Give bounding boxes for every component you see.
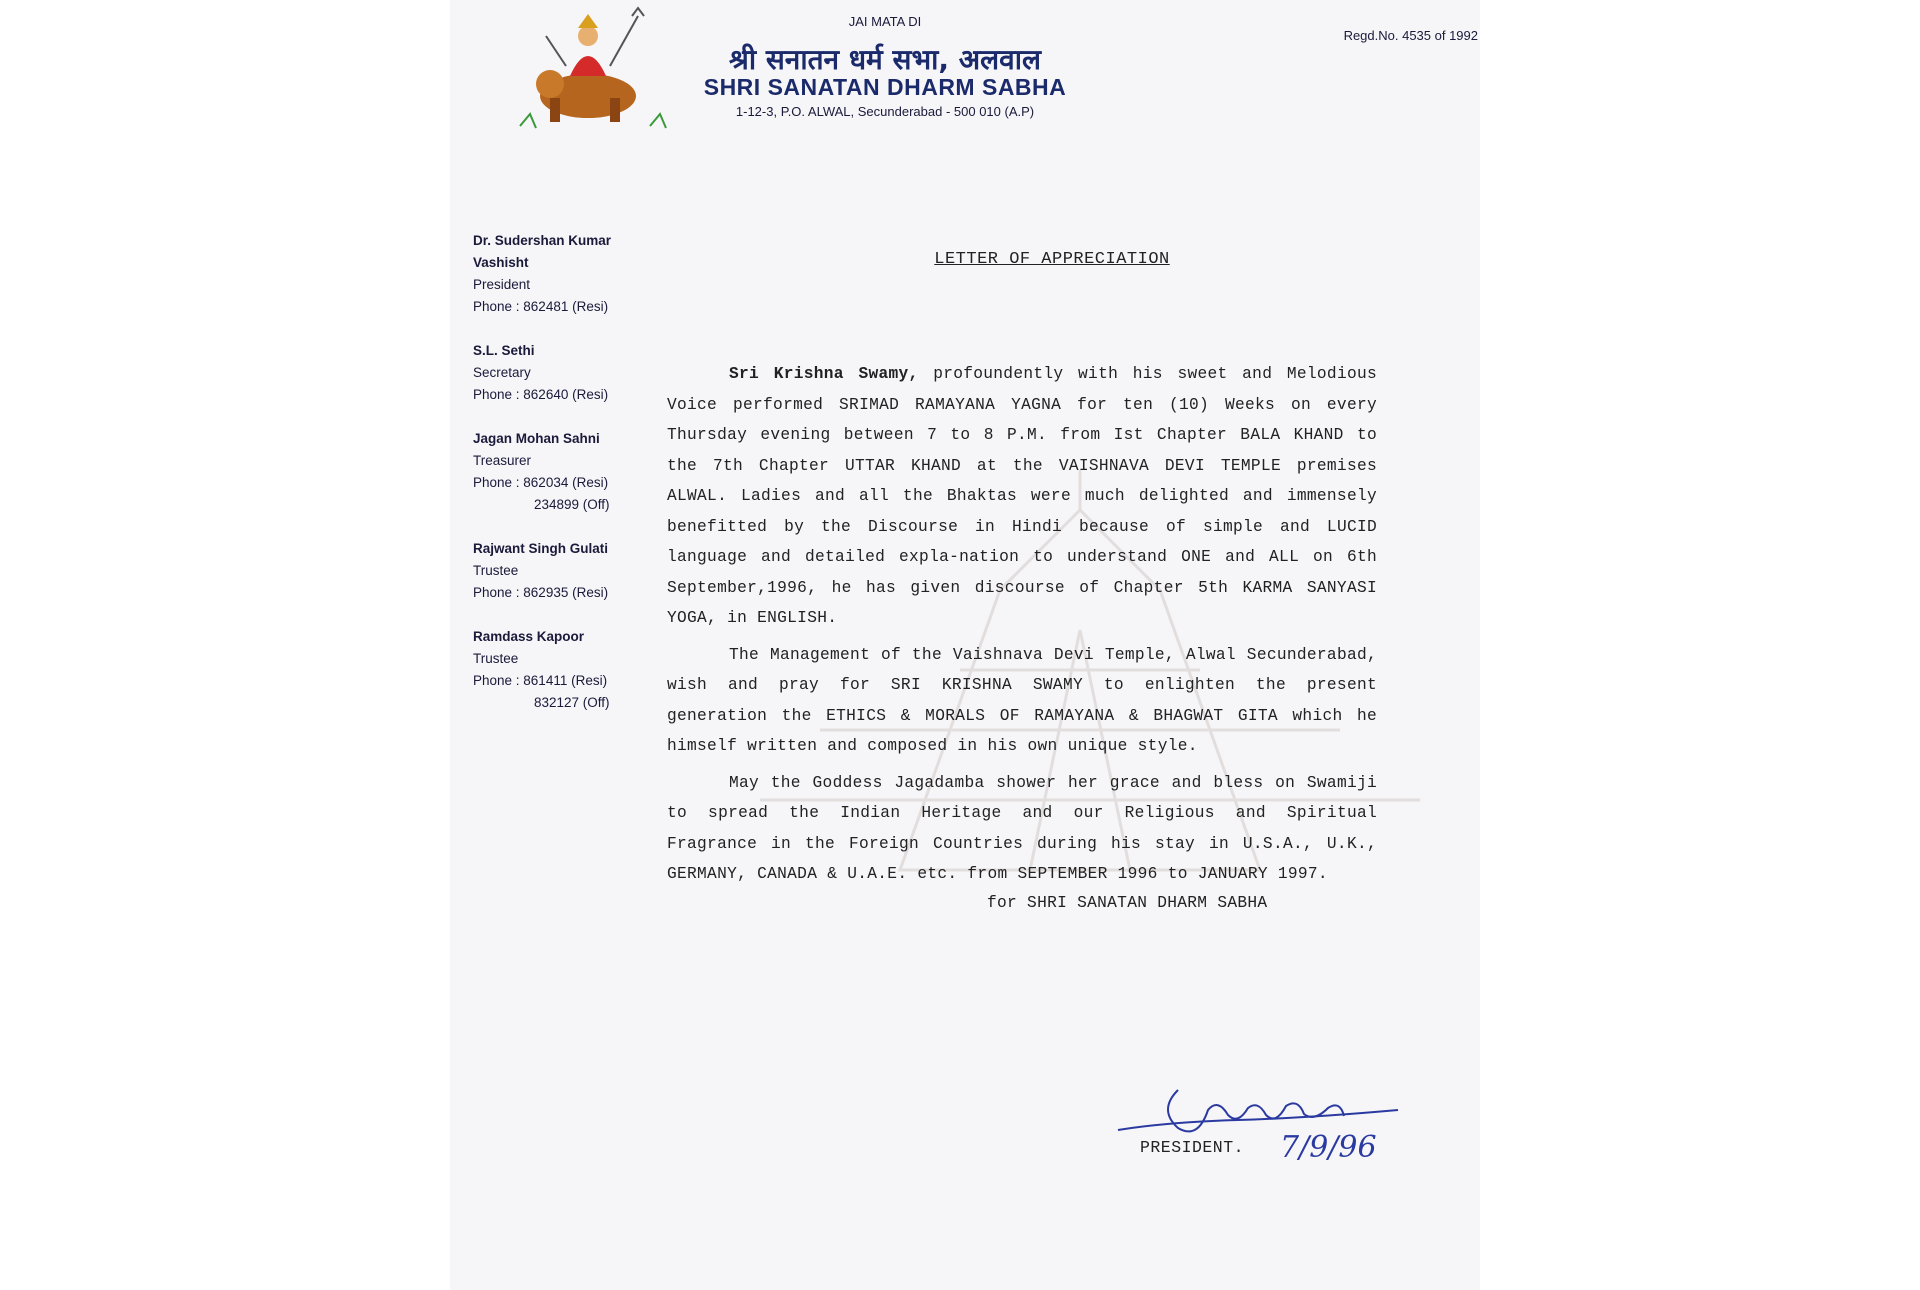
paragraph-1-text: profoundently with his sweet and Melodious Voice performed SRIMAD RAMAYANA YAGNA for ten (10) Weeks on every Thursday evening between 7 to 8 P.M. from Ist Chapter BALA KHAND to the 7th Chapter UTTAR KHAND at the VAISHNAVA DEVI TEMPLE premises ALWAL. Ladies and all the Bhaktas were much delighted and immensely benefitted by the Discourse in Hindi because of simple and LUCID language and detailed expla-nation to understand ONE and ALL on 6th September,1996, he has given discourse of Chapter 5th KARMA SANYASI YOGA, in ENGLISH. <box>667 365 1377 627</box>
org-name-english: SHRI SANATAN DHARM SABHA <box>703 74 1067 100</box>
paragraph-2: The Management of the Vaishnava Devi Temple, Alwal Secunderabad, wish and pray for SRI KRISHNA SWAMY to enlighten the present generation the ETHICS & MORALS OF RAMAYANA & BHAGWAT GITA which he himself written and composed in his own unique style. <box>667 645 1377 755</box>
letter-body <box>667 250 1377 912</box>
official-phone: Phone : 862034 (Resi) <box>473 475 609 490</box>
official-name: Dr. Sudershan Kumar Vashisht <box>473 233 612 270</box>
official-phone-office: 234899 (Off) <box>534 497 610 512</box>
org-address: 1-12-3, P.O. ALWAL, Secunderabad - 500 010 (A.P) <box>735 104 1035 119</box>
letter-heading: LETTER OF APPRECIATION <box>934 250 1170 269</box>
org-name-hindi: श्री सनातन धर्म सभा, अलवाल <box>729 43 1041 76</box>
invocation-text: JAI MATA DI <box>848 14 922 29</box>
official-phone: Phone : 862935 (Resi) <box>473 585 609 600</box>
official-entry <box>473 340 653 406</box>
official-phone: Phone : 861411 (Resi) <box>473 673 608 688</box>
registration-number: Regd.No. 4535 of 1992 <box>1343 28 1478 43</box>
signature-date: 7/9/96 <box>1280 1130 1377 1165</box>
official-entry <box>473 230 653 318</box>
official-name: Ramdass Kapoor <box>473 629 585 644</box>
signoff-line: for SHRI SANATAN DHARM SABHA <box>987 893 1268 912</box>
letter-page <box>450 0 1480 1290</box>
official-phone: Phone : 862481 (Resi) <box>473 299 609 314</box>
official-name: Jagan Mohan Sahni <box>473 431 600 446</box>
official-entry <box>473 428 653 516</box>
paragraph-1 <box>667 359 1377 634</box>
official-role: Treasurer <box>473 453 532 468</box>
official-entry <box>473 538 653 604</box>
official-name: Rajwant Singh Gulati <box>473 541 609 556</box>
official-name: S.L. Sethi <box>473 343 535 358</box>
paragraph-3: May the Goddess Jagadamba shower her grace and bless on Swamiji to spread the Indian Heritage and our Religious and Spiritual Fragrance in the Foreign Countries during his stay in U.S.A., U.K., GERMANY, CANADA & U.A.E. etc. from SEPTEMBER 1996 to JANUARY 1997. <box>667 773 1377 883</box>
official-phone-office: 832127 (Off) <box>534 695 610 710</box>
signatory-role: PRESIDENT. <box>1140 1138 1245 1157</box>
official-role: Secretary <box>473 365 531 380</box>
recipient-name: Sri Krishna Swamy, <box>729 365 919 383</box>
official-role: Trustee <box>473 563 519 578</box>
official-entry <box>473 626 653 714</box>
official-role: Trustee <box>473 651 519 666</box>
official-phone: Phone : 862640 (Resi) <box>473 387 609 402</box>
officials-list <box>473 230 653 736</box>
official-role: President <box>473 277 531 292</box>
